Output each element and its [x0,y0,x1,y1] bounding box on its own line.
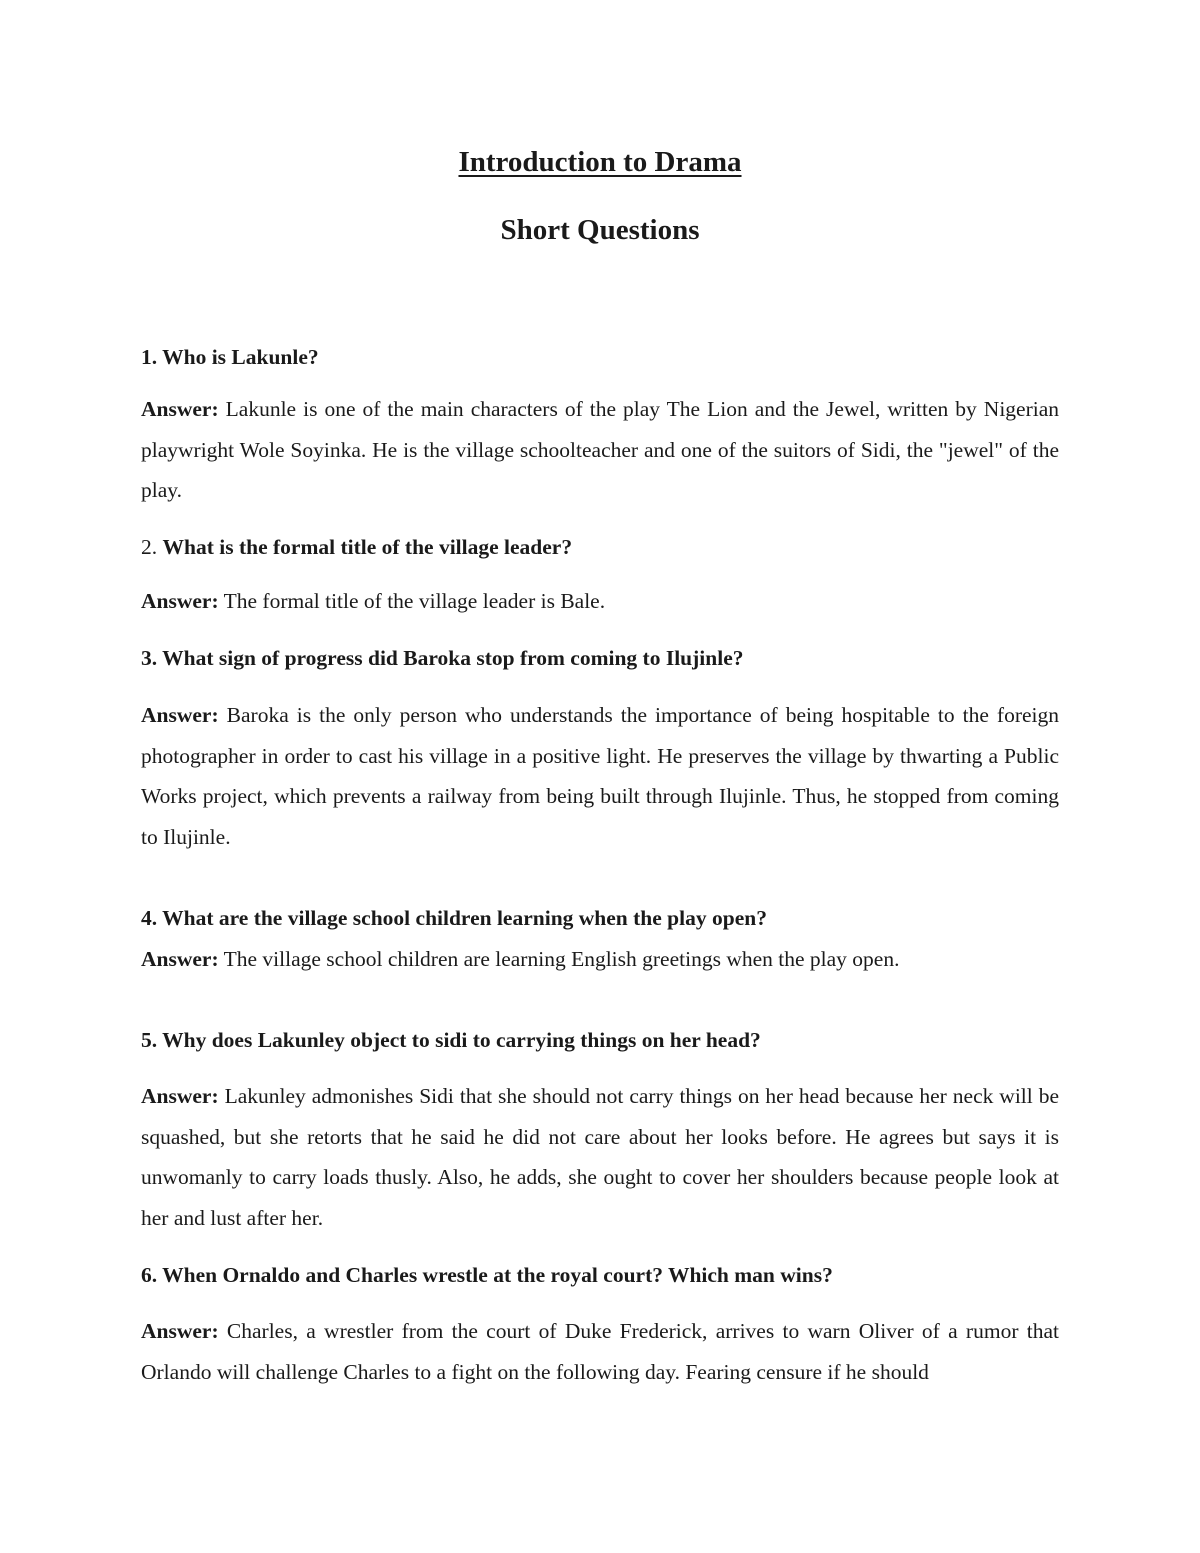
question-number: 6. [141,1263,158,1287]
question-text: What is the formal title of the village leader? [162,535,573,559]
answer-3 [141,695,1059,857]
question-2 [141,527,1059,568]
answer-label: Answer: [141,947,219,971]
question-text: When Ornaldo and Charles wrestle at the royal court? Which man wins? [162,1263,833,1287]
question-number: 5. [141,1028,158,1052]
question-3 [141,638,1059,679]
question-number: 1. [141,345,158,369]
answer-6 [141,1311,1059,1392]
question-4 [141,898,1059,939]
answer-label: Answer: [141,703,219,727]
answer-2 [141,581,1059,622]
answer-label: Answer: [141,1319,219,1343]
answer-label: Answer: [141,1084,219,1108]
question-text: What are the village school children learning when the play open? [162,906,767,930]
document-subtitle: Short Questions [500,214,700,246]
answer-text: Lakunle is one of the main characters of the play The Lion and the Jewel, written by Nigerian playwright Wole Soyinka. He is the village schoolteacher and one of the suitors of Sidi, the "jewel" of the play. [141,397,1060,503]
question-text: What sign of progress did Baroka stop from coming to Ilujinle? [162,646,744,670]
question-5 [141,1020,1059,1061]
question-1 [141,337,1059,378]
answer-label: Answer: [141,589,219,613]
answer-text: Charles, a wrestler from the court of Duke Frederick, arrives to warn Oliver of a rumor that Orlando will challenge Charles to a fight on the following day. Fearing censure if he should [141,1319,1059,1384]
answer-label: Answer: [141,397,219,421]
question-text: Who is Lakunle? [162,345,319,369]
document-title [0,144,1200,180]
answer-5 [141,1076,1059,1238]
question-6 [141,1255,1059,1296]
answer-text: Baroka is the only person who understands the importance of being hospitable to the foreign photographer in order to cast his village in a positive light. He preserves the village by thwarting a Public Works project, which prevents a railway from being built through Ilujinle. Thus, he stopped from coming to Ilujinle. [141,703,1060,849]
answer-1 [141,389,1059,511]
question-number: 4. [141,906,158,930]
document-title-text: Introduction to Drama [458,146,742,178]
answer-4 [141,939,1059,980]
question-number: 3. [141,646,158,670]
answer-text: The formal title of the village leader is Bale. [223,589,606,613]
answer-text: Lakunley admonishes Sidi that she should not carry things on her head because her neck will be squashed, but she retorts that he said he did not care about her looks before. He agrees but says it is unwomanly to carry loads thusly. Also, he adds, she ought to cover her shoulders because people look at her and lust after her. [141,1084,1060,1230]
answer-text: The village school children are learning English greetings when the play open. [223,947,900,971]
question-text: Why does Lakunley object to sidi to carrying things on her head? [162,1028,761,1052]
question-number: 2. [141,535,158,559]
